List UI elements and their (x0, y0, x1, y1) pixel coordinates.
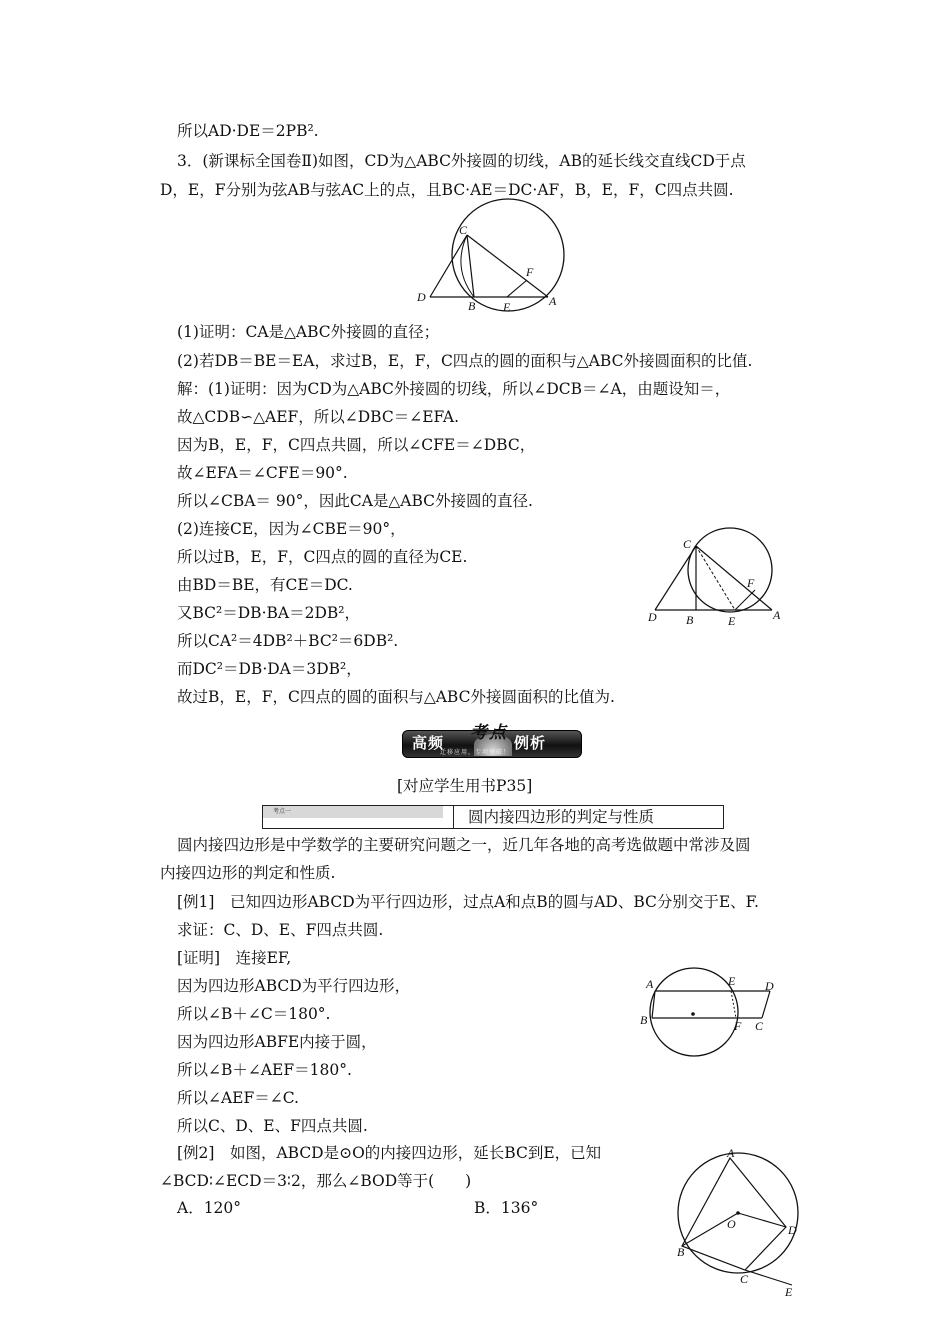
solution-line: (2)连接CE，因为∠CBE＝90°， (177, 520, 406, 538)
proof-line: [证明] 连接EF, (177, 949, 292, 967)
proof-line: 所以∠AEF＝∠C. (177, 1089, 299, 1107)
label-c: C (459, 223, 468, 237)
banner-left-text: 高频 (412, 734, 445, 752)
banner-right-text: 例析 (514, 734, 547, 752)
label-a: A (646, 977, 654, 991)
label-d: D (788, 1223, 797, 1237)
proof-line: 所以∠B＋∠C＝180°. (177, 1005, 331, 1023)
solution-line: 故△CDB∽△AEF，所以∠DBC＝∠EFA. (177, 408, 460, 426)
example-2-statement: [例2] 如图，ABCD是⊙O的内接四边形，延长BC到E，已知 (177, 1144, 602, 1162)
solution-line: 解：(1)证明：因为CD为△ABC外接圆的切线，所以∠DCB＝∠A，由题设知＝， (177, 380, 731, 398)
intro-paragraph: 圆内接四边形是中学数学的主要研究问题之一，近几年各地的高考选做题中常涉及圆 (177, 836, 751, 854)
proof-line: 因为四边形ABFE内接于圆， (177, 1033, 377, 1051)
label-e: E (503, 300, 511, 314)
option-b: B．136° (474, 1199, 539, 1217)
label-d: D (417, 290, 426, 304)
figure-inscribed-quadrilateral (670, 1145, 800, 1299)
label-c: C (683, 537, 692, 551)
topic-divider (453, 806, 454, 828)
solution-line: 所以CA²＝4DB²＋BC²＝6DB². (177, 632, 399, 650)
topic-title: 圆内接四边形的判定与性质 (468, 808, 655, 826)
solution-line: 而DC²＝DB·DA＝3DB²， (177, 660, 362, 678)
solution-line: 又BC²＝DB·BA＝2DB²， (177, 604, 360, 622)
figure-circle-tangent (410, 222, 570, 314)
label-f: F (734, 1019, 742, 1033)
intro-paragraph-cont: 内接四边形的判定和性质. (160, 864, 336, 882)
banner-subtitle: 迁移应用，专项突破！ (440, 749, 511, 756)
label-f: F (526, 265, 534, 279)
topic-header (262, 805, 724, 829)
label-o: O (727, 1217, 736, 1231)
part-1-question: (1)证明：CA是△ABC外接圆的直径； (177, 323, 440, 341)
figure-circle-tangent-dashed (645, 535, 785, 630)
label-b: B (640, 1013, 648, 1027)
label-c: C (740, 1272, 749, 1286)
proof-line: 所以∠B＋∠AEF＝180°. (177, 1061, 352, 1079)
example-1-statement: [例1] 已知四边形ABCD为平行四边形，过点A和点B的圆与AD、BC分别交于E、F. (177, 893, 759, 911)
label-e: E (728, 614, 736, 628)
text-line: 所以AD·DE＝2PB². (177, 122, 319, 140)
label-d: D (765, 979, 774, 993)
book-reference: [对应学生用书P35] (397, 777, 533, 795)
proof-line: 因为四边形ABCD为平行四边形， (177, 977, 411, 995)
option-a: A．120° (177, 1199, 242, 1217)
solution-line: 所以∠CBA＝ 90°，因此CA是△ABC外接圆的直径. (177, 492, 533, 510)
solution-line: 由BD＝BE，有CE＝DC. (177, 576, 353, 594)
topic-tag: 考点一 (263, 806, 443, 818)
label-a: A (773, 608, 781, 622)
label-a: A (549, 294, 557, 308)
label-c: C (755, 1019, 764, 1033)
label-f: F (747, 576, 755, 590)
solution-line: 因为B，E，F，C四点共圆，所以∠CFE＝∠DBC， (177, 436, 536, 454)
section-banner (402, 722, 580, 758)
example-1-statement-cont: 求证：C、D、E、F四点共圆. (177, 921, 384, 939)
label-b: B (468, 299, 476, 313)
part-2-question: (2)若DB＝BE＝EA，求过B，E，F，C四点的圆的面积与△ABC外接圆面积的比值. (177, 352, 753, 370)
problem-3-statement: 3．(新课标全国卷Ⅱ)如图，CD为△ABC外接圆的切线，AB的延长线交直线CD于点 (177, 152, 746, 170)
label-d: D (648, 610, 657, 624)
label-b: B (686, 613, 694, 627)
problem-3-statement-cont: D，E，F分别为弦AB与弦AC上的点，且BC·AE＝DC·AF，B，E，F，C四点共圆. (160, 181, 734, 199)
label-e: E (728, 974, 736, 988)
label-a: A (727, 1146, 735, 1160)
solution-line: 故过B，E，F，C四点的圆的面积与△ABC外接圆面积的比值为. (177, 688, 615, 706)
banner-top-text: 考点 (470, 723, 508, 743)
example-2-statement-cont: ∠BCD∶∠ECD＝3∶2，那么∠BOD等于( ) (160, 1172, 472, 1190)
label-b: B (677, 1245, 685, 1259)
figure-parallelogram-circle (640, 970, 780, 1060)
proof-line: 所以C、D、E、F四点共圆. (177, 1117, 368, 1135)
solution-line: 所以过B，E，F，C四点的圆的直径为CE. (177, 548, 468, 566)
solution-line: 故∠EFA＝∠CFE＝90°. (177, 464, 348, 482)
label-e: E (785, 1285, 793, 1299)
